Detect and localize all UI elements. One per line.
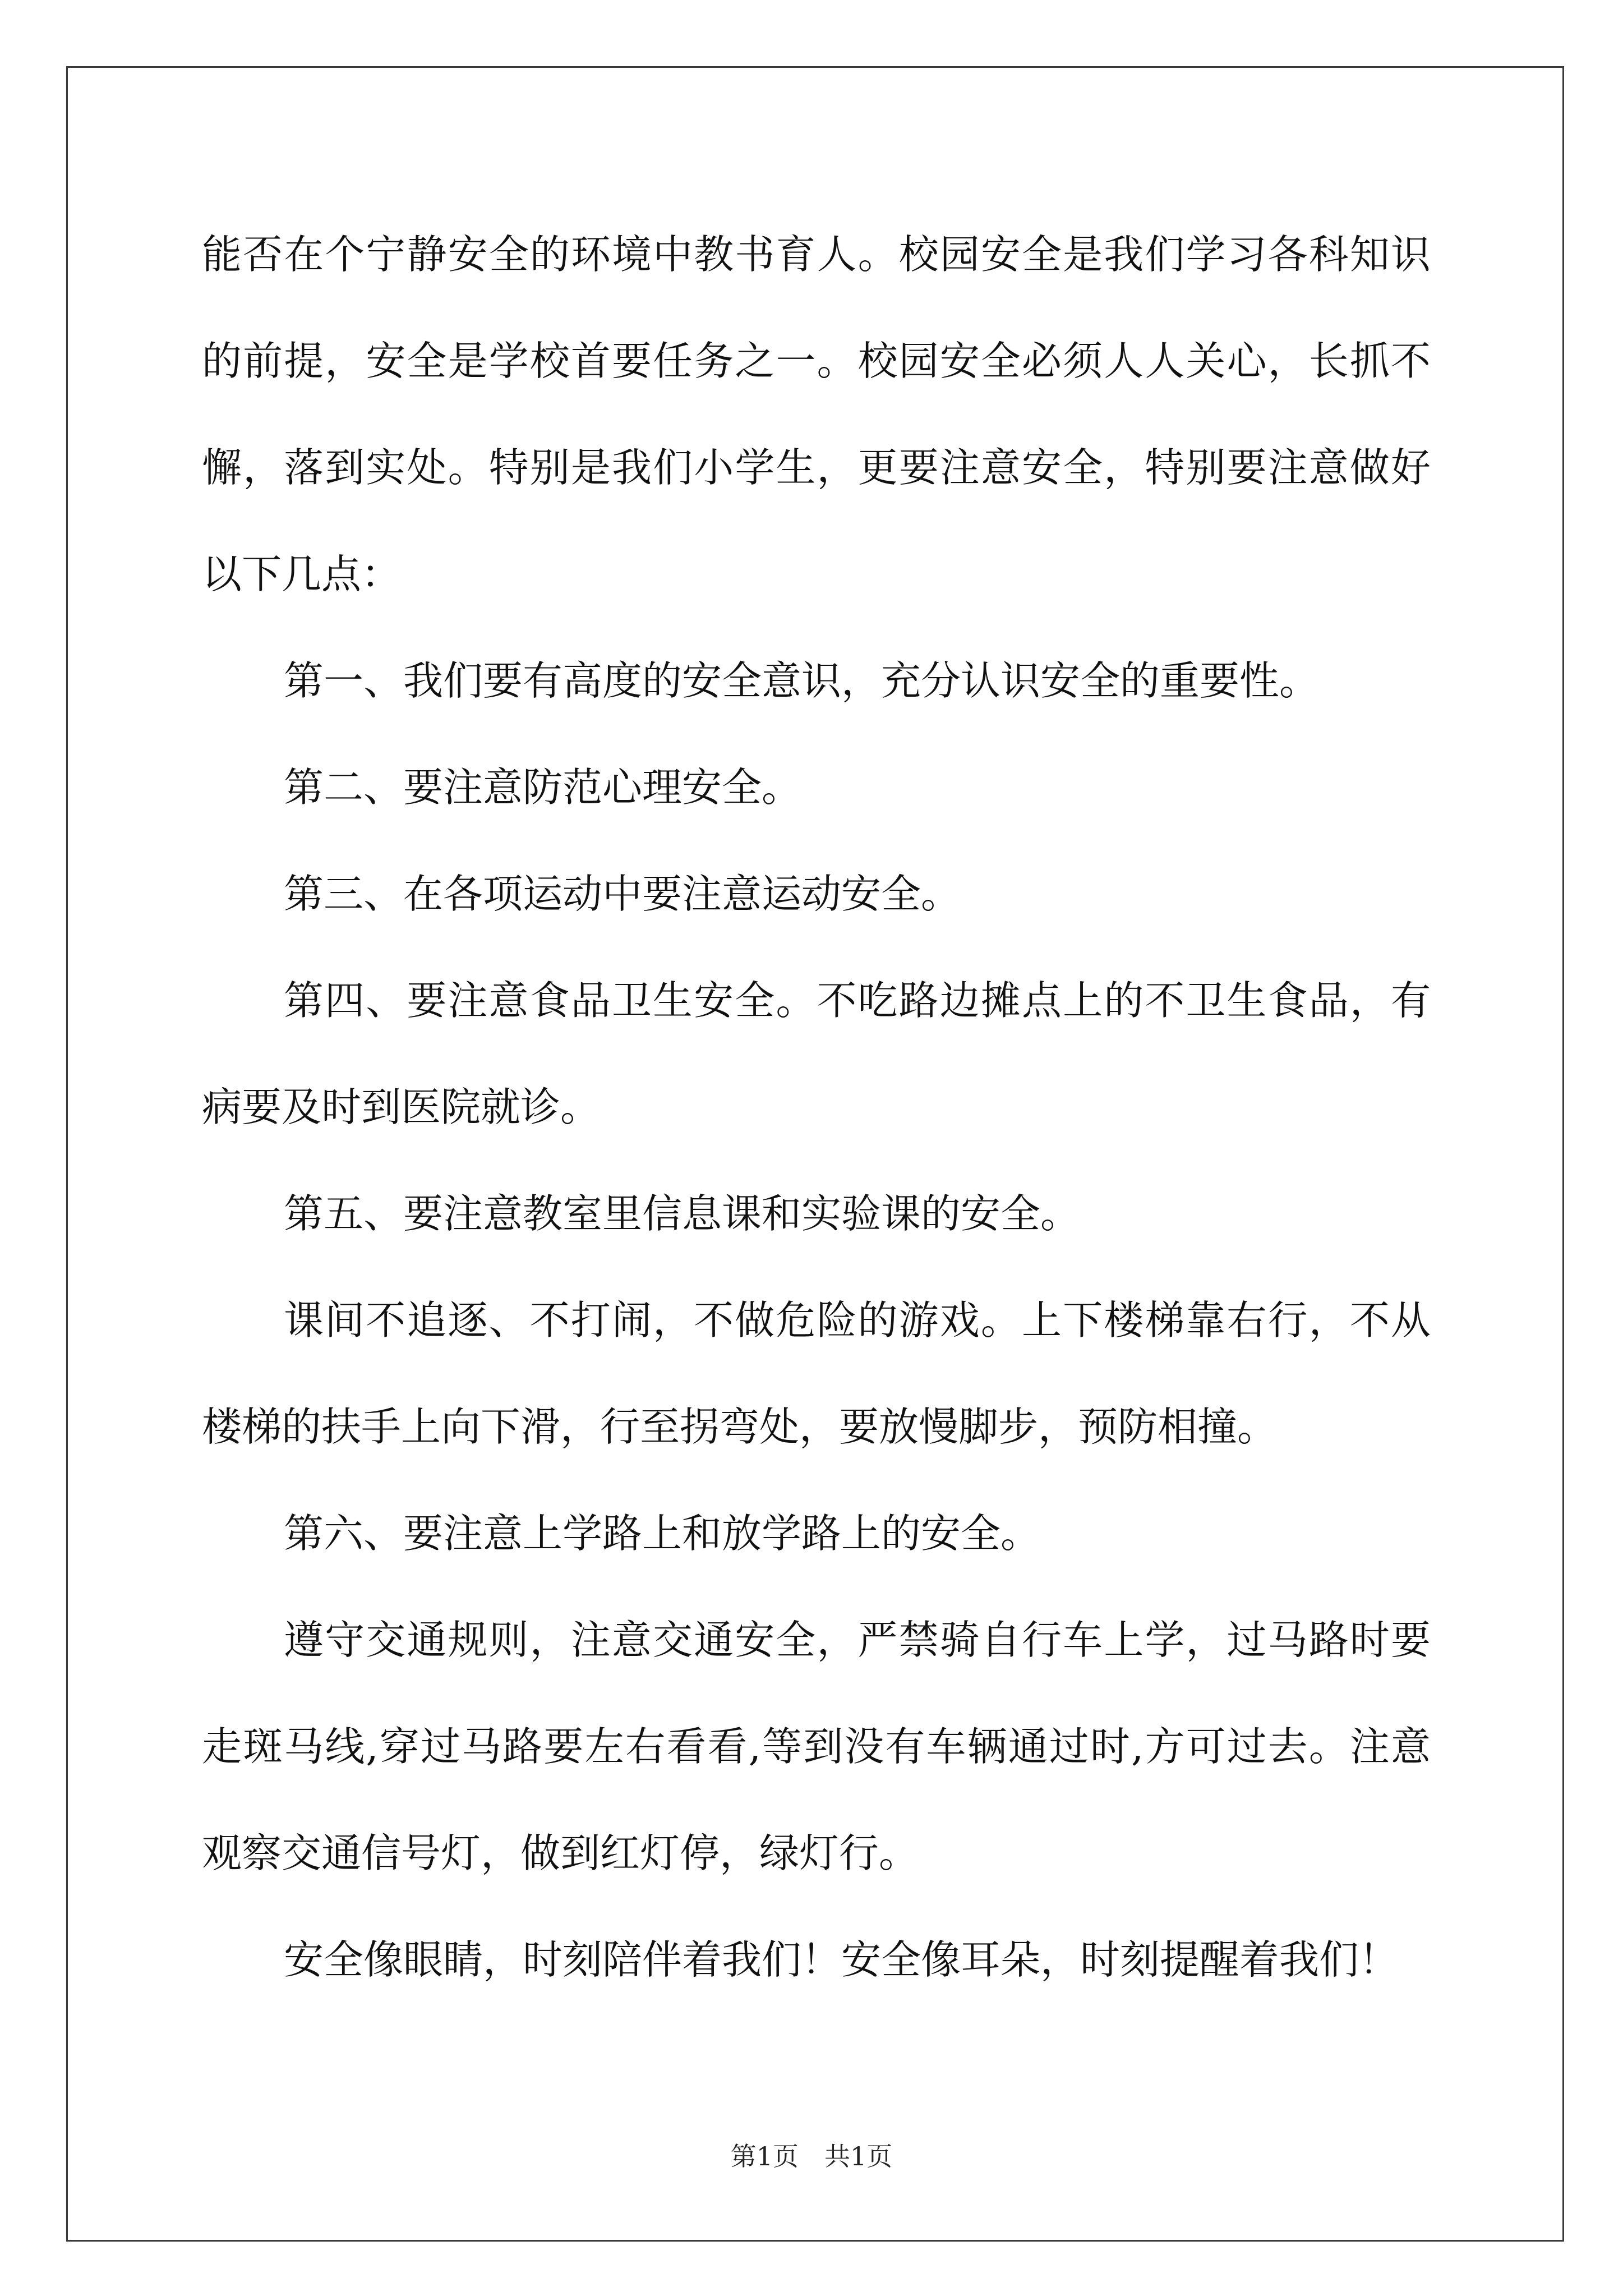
text-line: 第二、要注意防范心理安全。 bbox=[284, 764, 802, 811]
text-line: 第一、我们要有高度的安全意识，充分认识安全的重要性。 bbox=[284, 657, 1320, 704]
text-line: 以下几点： bbox=[202, 551, 402, 597]
paragraph bbox=[202, 734, 1431, 841]
text-line: 遵守交通规则，注意交通安全，严禁骑自行车上学，过马路时要 bbox=[284, 1617, 1431, 1663]
paragraph bbox=[202, 1907, 1431, 2013]
paragraph bbox=[202, 947, 1431, 1161]
paragraph bbox=[202, 1587, 1431, 1907]
paragraph bbox=[202, 628, 1431, 734]
text-line: 课间不追逐、不打闹，不做危险的游戏。上下楼梯靠右行，不从 bbox=[284, 1297, 1431, 1343]
text-line: 的前提，安全是学校首要任务之一。校园安全必须人人关心，长抓不 bbox=[202, 338, 1431, 384]
text-line: 能否在个宁静安全的环境中教书育人。校园安全是我们学习各科知识 bbox=[202, 231, 1431, 278]
text-line: 第四、要注意食品卫生安全。不吃路边摊点上的不卫生食品，有 bbox=[284, 977, 1431, 1024]
text-line: 第三、在各项运动中要注意运动安全。 bbox=[284, 871, 961, 917]
document-body bbox=[202, 201, 1431, 2013]
paragraph bbox=[202, 841, 1431, 947]
paragraph bbox=[202, 1480, 1431, 1587]
text-line: 安全像眼睛，时刻陪伴着我们！安全像耳朵，时刻提醒着我们！ bbox=[284, 1936, 1399, 1983]
paragraph bbox=[202, 201, 1431, 628]
text-line: 走斑马线,穿过马路要左右看看,等到没有车辆通过时,方可过去。注意 bbox=[202, 1723, 1431, 1770]
text-line: 病要及时到医院就诊。 bbox=[202, 1084, 601, 1130]
text-line: 懈，落到实处。特别是我们小学生，更要注意安全，特别要注意做好 bbox=[202, 444, 1431, 491]
paragraph bbox=[202, 1161, 1431, 1267]
text-line: 第五、要注意教室里信息课和实验课的安全。 bbox=[284, 1190, 1081, 1237]
page-footer: 第1页 共1页 bbox=[730, 2141, 893, 2171]
text-line: 观察交通信号灯，做到红灯停，绿灯行。 bbox=[202, 1830, 919, 1876]
text-line: 第六、要注意上学路上和放学路上的安全。 bbox=[284, 1510, 1041, 1557]
text-line: 楼梯的扶手上向下滑，行至拐弯处，要放慢脚步，预防相撞。 bbox=[202, 1404, 1278, 1450]
paragraph bbox=[202, 1267, 1431, 1480]
